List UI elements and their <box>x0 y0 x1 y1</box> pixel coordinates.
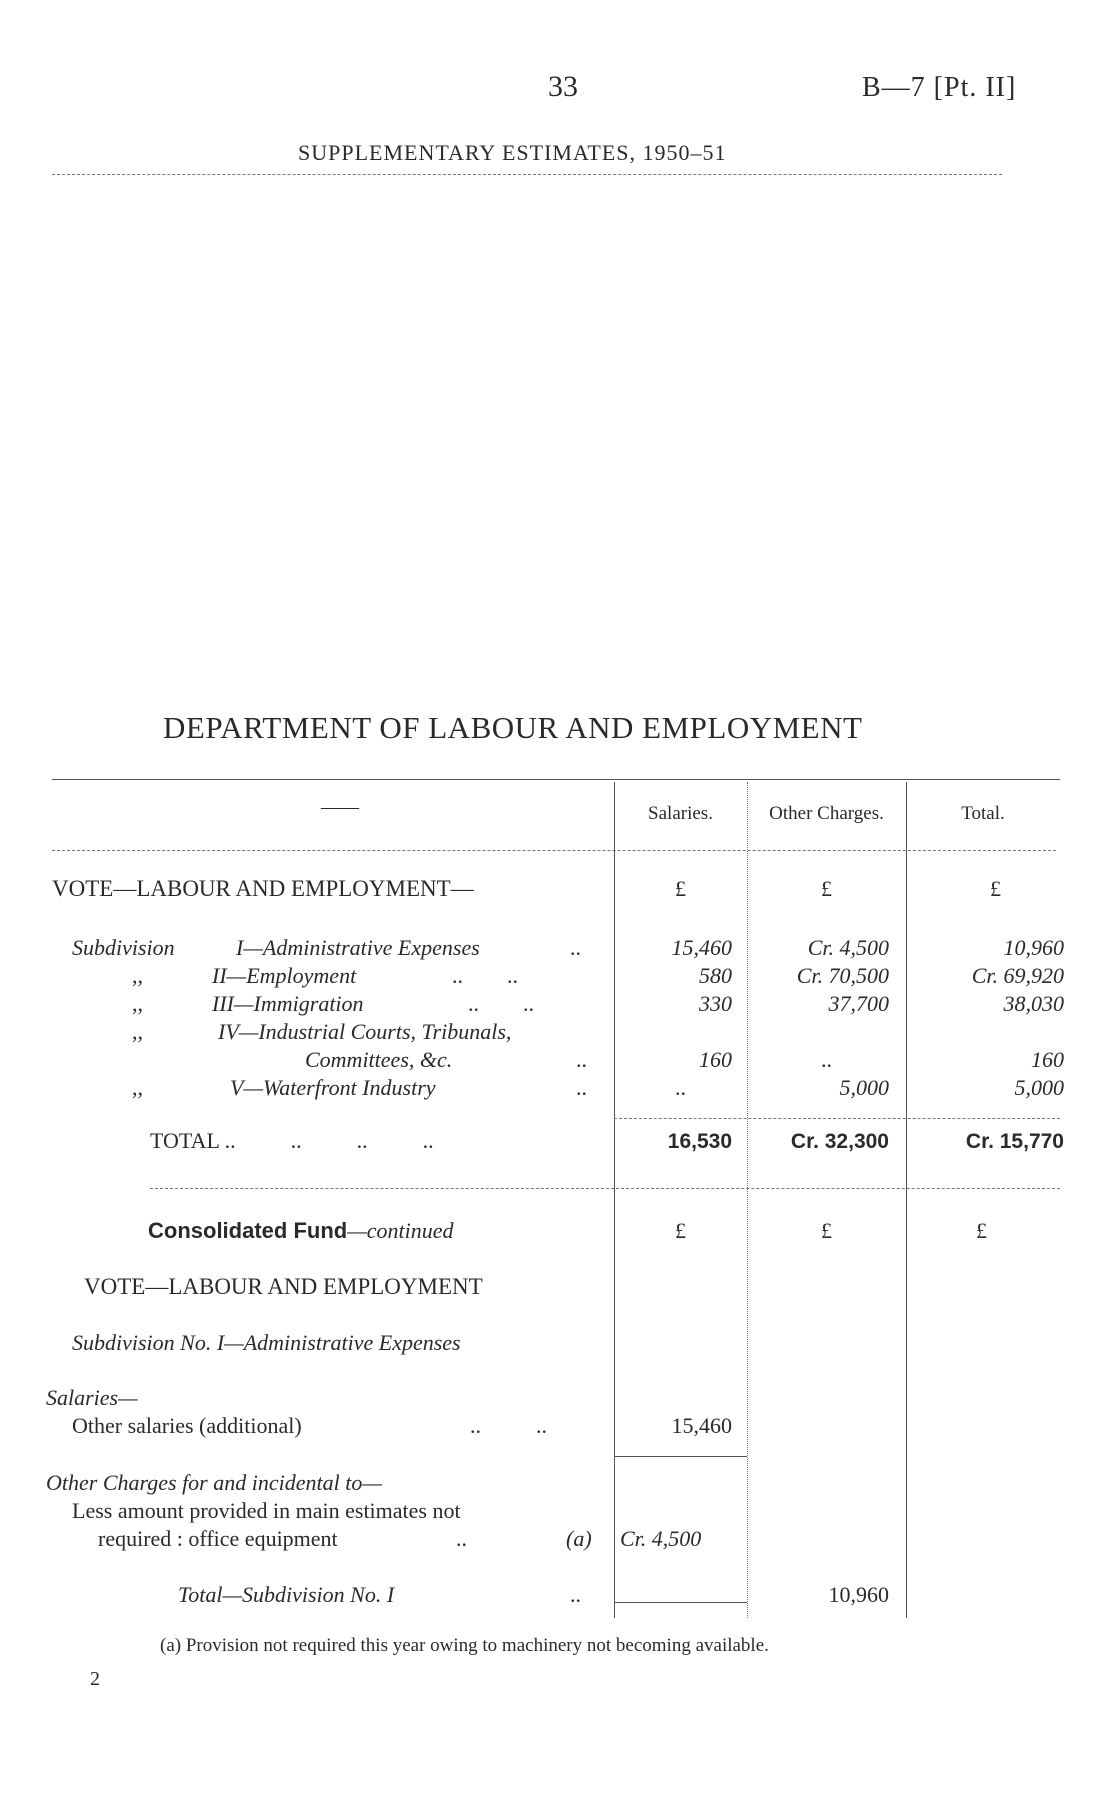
summary-row-other: 37,700 <box>828 991 889 1016</box>
summary-row-prefix: ,, <box>132 1075 143 1100</box>
summary-row-prefix: ,, <box>132 991 143 1016</box>
currency-salaries: £ <box>675 876 686 901</box>
other-charges-line-1: Less amount provided in main estimates not <box>72 1498 461 1523</box>
salaries-item: Other salaries (additional) <box>72 1413 302 1438</box>
summary-row-total: 10,960 <box>1003 935 1064 960</box>
detail-subdivision-heading: Subdivision No. I—Administrative Expenses <box>72 1330 461 1355</box>
fund-heading-italic: —continued <box>347 1218 454 1243</box>
column-header-other-charges: Other Charges. <box>769 803 884 824</box>
page-title: DEPARTMENT OF LABOUR AND EMPLOYMENT <box>163 710 863 745</box>
salaries-heading: Salaries— <box>46 1385 138 1410</box>
summary-vote-heading: VOTE—LABOUR AND EMPLOYMENT— <box>52 876 474 901</box>
summary-row-leader: .. <box>576 1047 587 1072</box>
summary-row-total: 5,000 <box>1014 1075 1064 1100</box>
header-rule <box>52 174 1002 175</box>
summary-row-salaries: 330 <box>699 991 732 1016</box>
summary-row-leader: .. <box>576 1075 587 1100</box>
other-charges-amount: Cr. 4,500 <box>620 1526 702 1551</box>
subdivision-total-rule <box>614 1602 747 1603</box>
page-reference: B—7 [Pt. II] <box>862 72 1017 103</box>
column-divider-total <box>906 782 907 1618</box>
detail-currency-other: £ <box>821 1218 832 1243</box>
table-top-rule <box>52 779 1060 780</box>
detail-vote-heading: VOTE—LABOUR AND EMPLOYMENT <box>84 1274 483 1299</box>
fund-heading-bold: Consolidated Fund <box>148 1218 348 1243</box>
column-header-salaries: Salaries. <box>648 803 713 824</box>
subdivision-total-amount: 10,960 <box>828 1582 889 1607</box>
section-separator <box>150 1188 1060 1189</box>
summary-total-other: Cr. 32,300 <box>790 1130 889 1153</box>
summary-row-salaries: 15,460 <box>671 935 732 960</box>
currency-other: £ <box>821 876 832 901</box>
other-charges-line-2: required : office equipment <box>98 1526 338 1551</box>
detail-currency-salaries: £ <box>675 1218 686 1243</box>
summary-row-label: II—Employment <box>212 963 357 988</box>
subdivision-total-leader: .. <box>570 1582 581 1607</box>
summary-row-other: 5,000 <box>839 1075 889 1100</box>
salaries-leader: .. .. <box>470 1413 547 1438</box>
column-header-blank: —— <box>321 797 359 818</box>
column-divider-other <box>747 782 748 1618</box>
summary-row-leader: .. .. <box>452 963 518 988</box>
summary-row-label: IV—Industrial Courts, Tribunals, <box>218 1019 512 1044</box>
footnote-marker: (a) <box>566 1526 592 1551</box>
summary-row-label-continued: Committees, &c. <box>305 1047 453 1072</box>
salaries-underline <box>614 1456 747 1457</box>
subdivision-total-label: Total—Subdivision No. I <box>178 1582 395 1607</box>
summary-row-total: 160 <box>1031 1047 1064 1072</box>
summary-row-leader: .. .. <box>468 991 534 1016</box>
summary-total-total: Cr. 15,770 <box>965 1130 1064 1153</box>
summary-row-leader: .. <box>570 935 581 960</box>
currency-total: £ <box>990 876 1001 901</box>
detail-currency-total: £ <box>976 1218 987 1243</box>
summary-row-label: V—Waterfront Industry <box>230 1075 436 1100</box>
subtotal-rule <box>614 1118 1060 1119</box>
running-title: SUPPLEMENTARY ESTIMATES, 1950–51 <box>298 140 727 165</box>
summary-row-prefix: Subdivision <box>72 935 175 960</box>
summary-row-salaries: 160 <box>699 1047 732 1072</box>
summary-row-label: III—Immigration <box>212 991 364 1016</box>
summary-row-other: Cr. 4,500 <box>807 935 889 960</box>
summary-row-other: .. <box>821 1047 832 1072</box>
column-header-total: Total. <box>961 803 1005 824</box>
fund-heading <box>148 1218 454 1244</box>
summary-row-prefix: ,, <box>132 963 143 988</box>
summary-row-salaries: 580 <box>699 963 732 988</box>
summary-row-other: Cr. 70,500 <box>796 963 889 988</box>
summary-total-label: TOTAL .. .. .. .. <box>150 1128 434 1153</box>
page-number: 33 <box>548 70 578 103</box>
summary-row-total: 38,030 <box>1003 991 1064 1016</box>
footnote: (a) Provision not required this year owing to machinery not becoming available. <box>160 1635 769 1656</box>
column-divider-salaries <box>614 782 615 1618</box>
other-charges-leader: .. <box>456 1526 467 1551</box>
summary-row-prefix: ,, <box>132 1019 143 1044</box>
summary-row-salaries: .. <box>675 1075 686 1100</box>
summary-row-total: Cr. 69,920 <box>971 963 1064 988</box>
summary-row-label: I—Administrative Expenses <box>236 935 480 960</box>
summary-total-salaries: 16,530 <box>667 1130 732 1153</box>
other-charges-heading: Other Charges for and incidental to— <box>46 1470 382 1495</box>
footer-mark: 2 <box>90 1668 100 1690</box>
salaries-amount: 15,460 <box>671 1413 732 1438</box>
